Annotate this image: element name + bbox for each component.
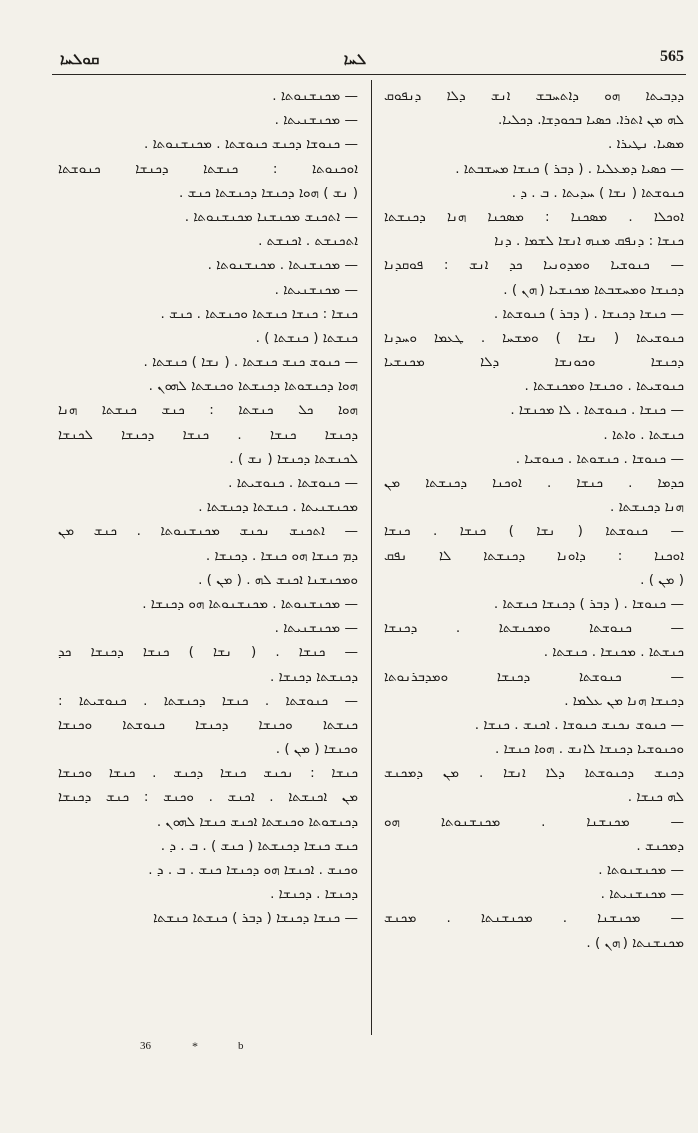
text-line: ܕܟܢܫܐ ܘܡܚܫܒܬܐ ܡܟܢܫܝܐ ( ܗܢ ) . — [503, 281, 684, 298]
left-column — [58, 84, 358, 1034]
text-line: — ܟܢܫܐ ܕܟܢܫܐ . ( ܕܒܪ ) ܟܢܘܫܬܐ . — [493, 305, 684, 322]
text-line: ܕܡܟܢܫ . — [636, 837, 684, 854]
text-line: — ܟܢܫܐ . ( ܢܫܐ ) ܟܢܫܐ ܕܟܢܫܐ ܟܕ — [58, 644, 358, 661]
column-divider — [371, 80, 372, 1035]
text-line: — ܟܢܫܐ . ܟܢܘܫܬܐ . ܠܐ ܡܟܢܫܐ . — [510, 402, 684, 419]
text-line: — ܟܢܘܫܝܐ ܘܡܕܘܢܝܐ ܟܕ ܐܢܫ : ܦܘܩܕܢܐ — [384, 257, 684, 274]
text-line: — ܟܣܝܐ ܕܡܥܠܝܐ . ( ܕܒܪ ) ܟܢܫܐ ܡܚܫܒܬܐ . — [455, 160, 684, 177]
text-line: ܕܡ ܟܢܫܐ ܗܘ ܟܢܫܐ . ܕܟܢܫܐ . — [205, 547, 358, 564]
text-line: ܕܟܢܫܐ ܗܢܐ ܡܢ ܥܠܡܐ . — [564, 692, 684, 709]
text-line: ܕܟܢܫܐ ܘܟܘܢܫܐ ܕܠܐ ܡܟܢܫܝܐ — [384, 354, 684, 371]
text-line: — ܟܢܘܫܬܐ . ܟܢܫܐ ܕܟܢܫܬܐ . ܟܢܘܫܝܬܐ : — [58, 692, 358, 709]
text-line: ( ܢܫ ) ܗܘܐ ܕܟܢܫܐ ܕܟܢܫܬܐ ܟܢܫ . — [179, 184, 358, 201]
text-line: — ܟܢܘܫܬܐ ( ܢܫܐ ) ܟܢܫܐ . ܟܢܫܐ — [384, 523, 684, 540]
text-line: — ܡܟܢܫܢܐ . ܡܟܢܫܢܘܬܐ ܗܘ — [384, 813, 684, 830]
text-line: ܕܟܢܫ ܕܟܢܘܫܬܐ ܕܠܐ ܐܢܫܐ . ܡܢ ܕܡܟܢܫ — [384, 765, 684, 782]
running-head-left: ܩܘܠܚܐ — [60, 50, 100, 68]
text-line: ܠܗ ܟܢܫܐ . — [627, 789, 684, 806]
running-head-center: ܠܚܐ — [343, 50, 367, 68]
text-line: ܕܟܢܫܐ ܟܢܫܐ . ܟܢܫܐ ܕܟܢܫܐ ܠܟܢܫܐ — [58, 426, 358, 443]
text-line: ܘܟܢܫܐ ( ܡܢ ) . — [275, 741, 358, 758]
text-line: — ܡܟܢܫܢܝܬܐ . — [600, 886, 684, 903]
text-line: — ܟܢܘܫ ܟܢܫ ܟܢܫܬܐ . ( ܢܫܐ ) ܟܢܫܬܐ . — [143, 354, 358, 371]
text-line: ( ܡܢ ) . — [640, 571, 684, 588]
text-line: ܟܢܫܬܐ . ܘܐܬܐ . — [603, 426, 684, 443]
text-line: ܘܟܢܫ . ܐܟܢܫܐ ܗܘ ܕܟܢܫܐ ܟܢܫ . ܒ . ܕ . — [148, 862, 358, 878]
header-rule — [52, 74, 686, 75]
text-line: — ܟܢܘܫܐ ܕܟܢܫ ܟܢܘܫܬܐ . ܡܟܢܫܢܘܬܐ . — [144, 136, 358, 153]
text-line: ܕܕܒܝܬܐ ܗܘ ܕܐܬܚܒܫ ܐܢܫ ܕܠܐ ܕܢܦܘܩ — [384, 88, 684, 104]
text-line: ܘܡܟܢܫܢܐ ܐܟܢܫ ܠܗ . ( ܡܢ ) . — [198, 571, 358, 588]
footer-letter: b — [238, 1040, 244, 1052]
text-line: ܐܬܟܢܫܬ . ܐܟܢܫܬ . — [258, 233, 358, 250]
text-line: ܗܢܐ ܕܟܢܫܬܐ . — [610, 499, 684, 516]
text-line: ܕܟܢܫܘܬܐ ܘܟܢܫܬܐ ܐܟܢܫ ܟܢܫܐ ܠܗܘܢ . — [156, 813, 358, 830]
text-line: ܡܢ ܐܟܢܫܬܐ . ܐܟܢܫ . ܘܟܢܫ : ܟܢܫ ܕܟܢܫܐ — [58, 789, 358, 806]
text-line: ܟܢܘܫܝܬܐ ( ܢܫܐ ) ܘܡܫܚܐ . ܛܥܡܐ ܘܚܕܢܐ — [384, 329, 684, 346]
text-line: ܗܘܐ ܟܠ ܟܢܫܬܐ : ܟܢܫ ܟܢܫܬܐ ܗܢܐ — [58, 402, 358, 419]
text-line: ܟܢܫܐ : ܟܢܫܐ ܟܢܫܬܐ ܘܟܢܫܬܐ . ܟܢܫ . — [160, 305, 358, 322]
text-line: — ܟܢܘܫܐ . ( ܕܒܪ ) ܕܟܢܫܐ ܟܢܫܬܐ . — [493, 595, 684, 612]
text-line: — ܡܟܢܫܢܬܐ . ܡܟܢܫܢܘܬܐ . — [207, 257, 358, 274]
text-line: — ܡܟܢܫܢܝܬܐ . — [274, 112, 358, 129]
text-line: — ܡܟܢܫܢܘܬܐ . — [598, 862, 684, 878]
footer — [140, 1040, 340, 1060]
text-line: ܟܢܫܬܐ . ܡܟܢܫܐ . ܟܢܫܬܐ . — [543, 644, 684, 661]
text-line: ܡܣܝܐ. ܢܛܝܪܐ . — [607, 136, 684, 153]
text-line: ܕܟܢܫܬܐ ܕܟܢܫܐ . — [270, 668, 358, 685]
text-line: — ܐܬܟܢܫ ܡܟܢܫܢܐ ܡܟܢܫܢܘܬܐ . — [184, 208, 358, 225]
text-line: ܐܘܟܢܐ : ܕܐܘܢܐ ܕܟܢܫܬܐ ܠܐ ܢܦܩ — [384, 547, 684, 564]
text-line: ܟܢܘܫܬܐ ( ܢܫܐ ) ܚܕܝܬܐ . ܒ . ܕ . — [511, 184, 684, 201]
running-head — [0, 48, 698, 74]
text-line: ܐܘܟܢܘܬܐ : ܟܢܫܬܐ ܕܟܢܫܐ ܟܢܘܫܬܐ — [58, 160, 358, 177]
text-line: ܟܢܘܫܝܬܐ . ܘܟܢܫܐ ܘܡܟܢܫܬܐ . — [524, 378, 684, 395]
text-line: — ܟܢܘܫ ܢܟܢܫ ܟܢܘܫܐ . ܐܟܢܫ . ܟܢܫܐ . — [474, 716, 684, 733]
text-line: — ܟܢܘܫܬܐ ܘܡܟܢܫܬܐ . ܕܟܢܫܐ — [384, 620, 684, 637]
text-line: — ܡܟܢܫܢܝܬܐ . — [274, 281, 358, 298]
star-mark: * — [192, 1039, 198, 1053]
text-line: ܡܟܢܫܢܝܬܐ . ܟܢܫܬܐ ܕܟܢܫܬܐ . — [198, 499, 358, 516]
text-line: — ܡܟܢܫܢܘܬܐ . — [272, 88, 358, 104]
text-line: — ܡܟܢܫܢܝܬܐ . — [274, 620, 358, 637]
text-line: ܟܢܫܐ : ܢܟܢܫ ܟܢܫܐ ܕܟܢܫ . ܟܢܫܐ ܘܟܢܫܐ — [58, 765, 358, 782]
text-line: ܕܟܢܫܐ . ܕܟܢܫܐ . — [270, 886, 358, 903]
text-line: — ܡܟܢܫܢܘܬܐ . ܡܟܢܫܢܘܬܐ ܗܘ ܕܟܢܫܐ . — [142, 595, 358, 612]
text-line: ܠܗ ܡܢ ܐܬܪܐ. ܟܣܝܐ ܒܟܘܕܫܐ. ܕܟܠܝܐ. — [498, 112, 684, 129]
text-line: ܟܢܫܐ : ܕܢܦܩ ܡܢܗ ܐܢܫܐ ܠܫܡܐ . ܕܢܐ — [494, 233, 684, 250]
text-line: — ܟܢܘܫܬܐ ܕܟܢܫܐ ܘܡܕܒܪܢܘܬܐ — [384, 668, 684, 685]
text-line: ܡܟܢܫܢܬܐ ( ܗܢ ) . — [586, 934, 684, 951]
text-line: ܟܢܫܬܐ ܘܟܢܫܐ ܕܟܢܫܐ ܟܢܘܫܬܐ ܘܟܢܫܐ — [58, 716, 358, 733]
signature-mark: 36 — [140, 1040, 151, 1052]
text-line: — ܟܢܘܫܐ . ܟܢܫܘܬܐ . ܟܢܘܫܝܐ . — [515, 450, 684, 467]
text-line: — ܟܢܫܐ ܕܟܢܫܐ ( ܕܒܪ ) ܟܢܫܬܐ ܟܢܫܬܐ — [153, 910, 358, 927]
page-number: 565 — [660, 48, 684, 65]
text-line: ܟܕܡܐ . ܟܢܫܐ . ܐܘܟܢܐ ܕܟܢܫܬܐ ܡܢ — [384, 475, 684, 491]
text-line: — ܐܬܟܢܫ ܢܟܢܫ ܡܟܢܫܢܘܬܐ . ܟܢܫ ܡܢ — [58, 523, 358, 540]
text-line: — ܡܟܢܫܢܐ . ܡܟܢܫܢܬܐ . ܡܟܢܫ — [384, 910, 684, 927]
text-line: ܘܟܢܘܫܝܐ ܕܟܢܫܐ ܠܐܢܫ . ܗܘܐ ܟܢܫܐ . — [494, 741, 684, 758]
right-column — [384, 84, 684, 1034]
text-line: ܟܢܫܬܐ ( ܟܢܫܬܐ ) . — [255, 329, 358, 346]
text-line: ܗܘܐ ܕܟܢܫܘܬܐ ܕܟܢܫܬܐ ܘܟܢܫܬܐ ܠܗܘܢ . — [148, 378, 358, 395]
text-line: ܟܢܫ ܟܢܫܐ ܕܟܢܫܬܐ ( ܟܢܫ ) . ܒ . ܕ . — [160, 837, 358, 854]
text-line: — ܟܢܘܫܬܐ . ܟܢܘܫܝܬܐ . — [228, 475, 358, 491]
text-line: ܠܟܢܫܬܐ ܕܟܢܫܐ ( ܢܫ ) . — [229, 450, 358, 467]
text-line: ܐܘܟܠܐ . ܡܣܟܢܐ : ܡܣܟܢܐ ܗܢܐ ܕܟܢܫܬܐ — [384, 208, 684, 225]
